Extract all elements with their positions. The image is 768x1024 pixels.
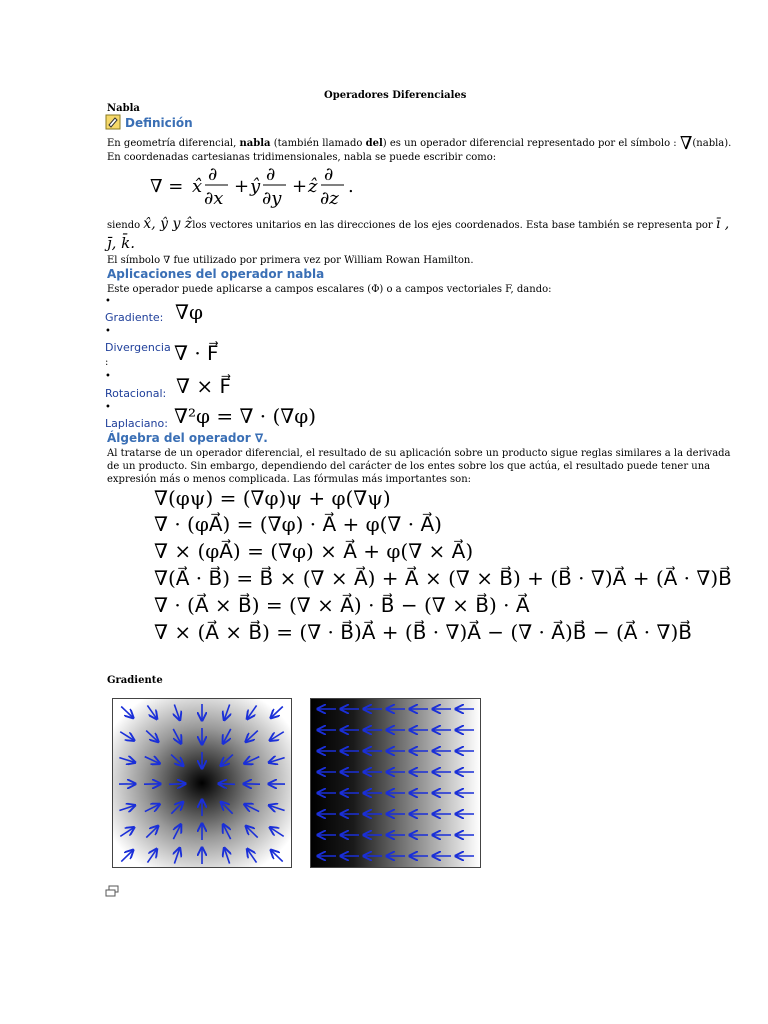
algebra-p1: Al tratarse de un operador diferencial, el resultado de su aplicación sobre un producto sigue reglas similares a la derivada <box>107 448 731 459</box>
def-line2: En coordenadas cartesianas tridimensionales, nabla se puede escribir como: <box>107 152 497 163</box>
svg-text:∂: ∂ <box>208 164 218 185</box>
window-restore-icon[interactable] <box>105 882 119 894</box>
nabla-heading: Nabla <box>107 103 140 114</box>
algebra-formula: ∇(φψ) = (∇φ)ψ + φ(∇ψ) <box>154 486 391 510</box>
algebra-formula: ∇ · (φA⃗) = (∇φ) · A⃗ + φ(∇ · A⃗) <box>154 512 442 536</box>
svg-text:∂z: ∂z <box>320 188 339 209</box>
linear-gradient-field-image <box>310 698 481 868</box>
rotacional-formula: ∇ × F⃗ <box>176 374 231 398</box>
svg-text:∂: ∂ <box>266 164 276 185</box>
algebra-formula: ∇(A⃗ · B⃗) = B⃗ × (∇ × A⃗) + A⃗ × (∇ × B⃗) + (B⃗ · ∇)A⃗ + (A⃗ · ∇)B⃗ <box>154 566 732 590</box>
gradiente-label: Gradiente: <box>105 311 164 324</box>
svg-text:∂: ∂ <box>324 164 334 185</box>
def-line1: En geometría diferencial, nabla (también llamado del) es un operador diferencial representado por el símbolo : ∇(nabla). <box>107 133 732 154</box>
algebra-formula: ∇ × (φA⃗) = (∇φ) × A⃗ + φ(∇ × A⃗) <box>154 539 474 563</box>
colon-text: : <box>105 357 109 368</box>
svg-text:ẑ: ẑ <box>308 176 318 197</box>
svg-text:∂y: ∂y <box>262 188 282 209</box>
algebra-heading: Álgebra del operador ∇. <box>107 431 268 445</box>
svg-text:∇ =: ∇ = <box>150 176 184 197</box>
divergencia-formula: ∇ · F⃗ <box>174 341 219 365</box>
svg-text:+: + <box>234 176 250 197</box>
aplicaciones-intro: Este operador puede aplicarse a campos escalares (Φ) o a campos vectoriales F, dando: <box>107 284 552 295</box>
algebra-p2: de un producto. Sin embargo, dependiendo del carácter de los entes sobre los que actúa, el resultado puede tener una <box>107 461 711 472</box>
page-title: Operadores Diferenciales <box>324 90 467 101</box>
gradiente-heading: Gradiente <box>107 675 163 686</box>
laplaciano-label: Laplaciano: <box>105 417 168 430</box>
nabla-formula <box>150 164 370 210</box>
def-line5: El símbolo ∇ fue utilizado por primera vez por William Rowan Hamilton. <box>107 255 474 266</box>
radial-gradient-field-image <box>112 698 292 868</box>
divergencia-label: Divergencia <box>105 341 171 354</box>
bullet: • <box>105 371 111 382</box>
edit-icon[interactable] <box>105 114 121 130</box>
svg-text:.: . <box>348 176 354 197</box>
svg-text:+: + <box>292 176 308 197</box>
def-line4: j̄, k̄. <box>107 234 136 252</box>
algebra-p3: expresión más o menos complicada. Las fórmulas más importantes son: <box>107 474 472 485</box>
field-arrow <box>219 784 235 785</box>
rotacional-label: Rotacional: <box>105 387 167 400</box>
svg-text:x̂: x̂ <box>192 176 203 197</box>
algebra-formula: ∇ × (A⃗ × B⃗) = (∇ · B⃗)A⃗ + (B⃗ · ∇)A⃗ − (∇ · A⃗)B⃗ − (A⃗ · ∇)B⃗ <box>154 620 692 644</box>
aplicaciones-heading: Aplicaciones del operador nabla <box>107 267 325 281</box>
svg-text:∂x: ∂x <box>204 188 224 209</box>
algebra-formula: ∇ · (A⃗ × B⃗) = (∇ × A⃗) · B⃗ − (∇ × B⃗) · A⃗ <box>154 593 530 617</box>
bullet: • <box>105 402 111 413</box>
bullet: • <box>105 326 111 337</box>
bullet: • <box>105 296 111 307</box>
field-arrow <box>169 784 185 785</box>
gradiente-formula: ∇φ <box>175 300 203 324</box>
def-line3: siendo x̂, ŷ y ẑlos vectores unitarios en las direcciones de los ejes coordenados. Esta base también se representa por ī , <box>107 216 730 232</box>
laplaciano-formula: ∇²φ = ∇ · (∇φ) <box>174 404 317 428</box>
svg-text:ŷ: ŷ <box>250 176 261 197</box>
definicion-heading: Definición <box>125 116 193 130</box>
